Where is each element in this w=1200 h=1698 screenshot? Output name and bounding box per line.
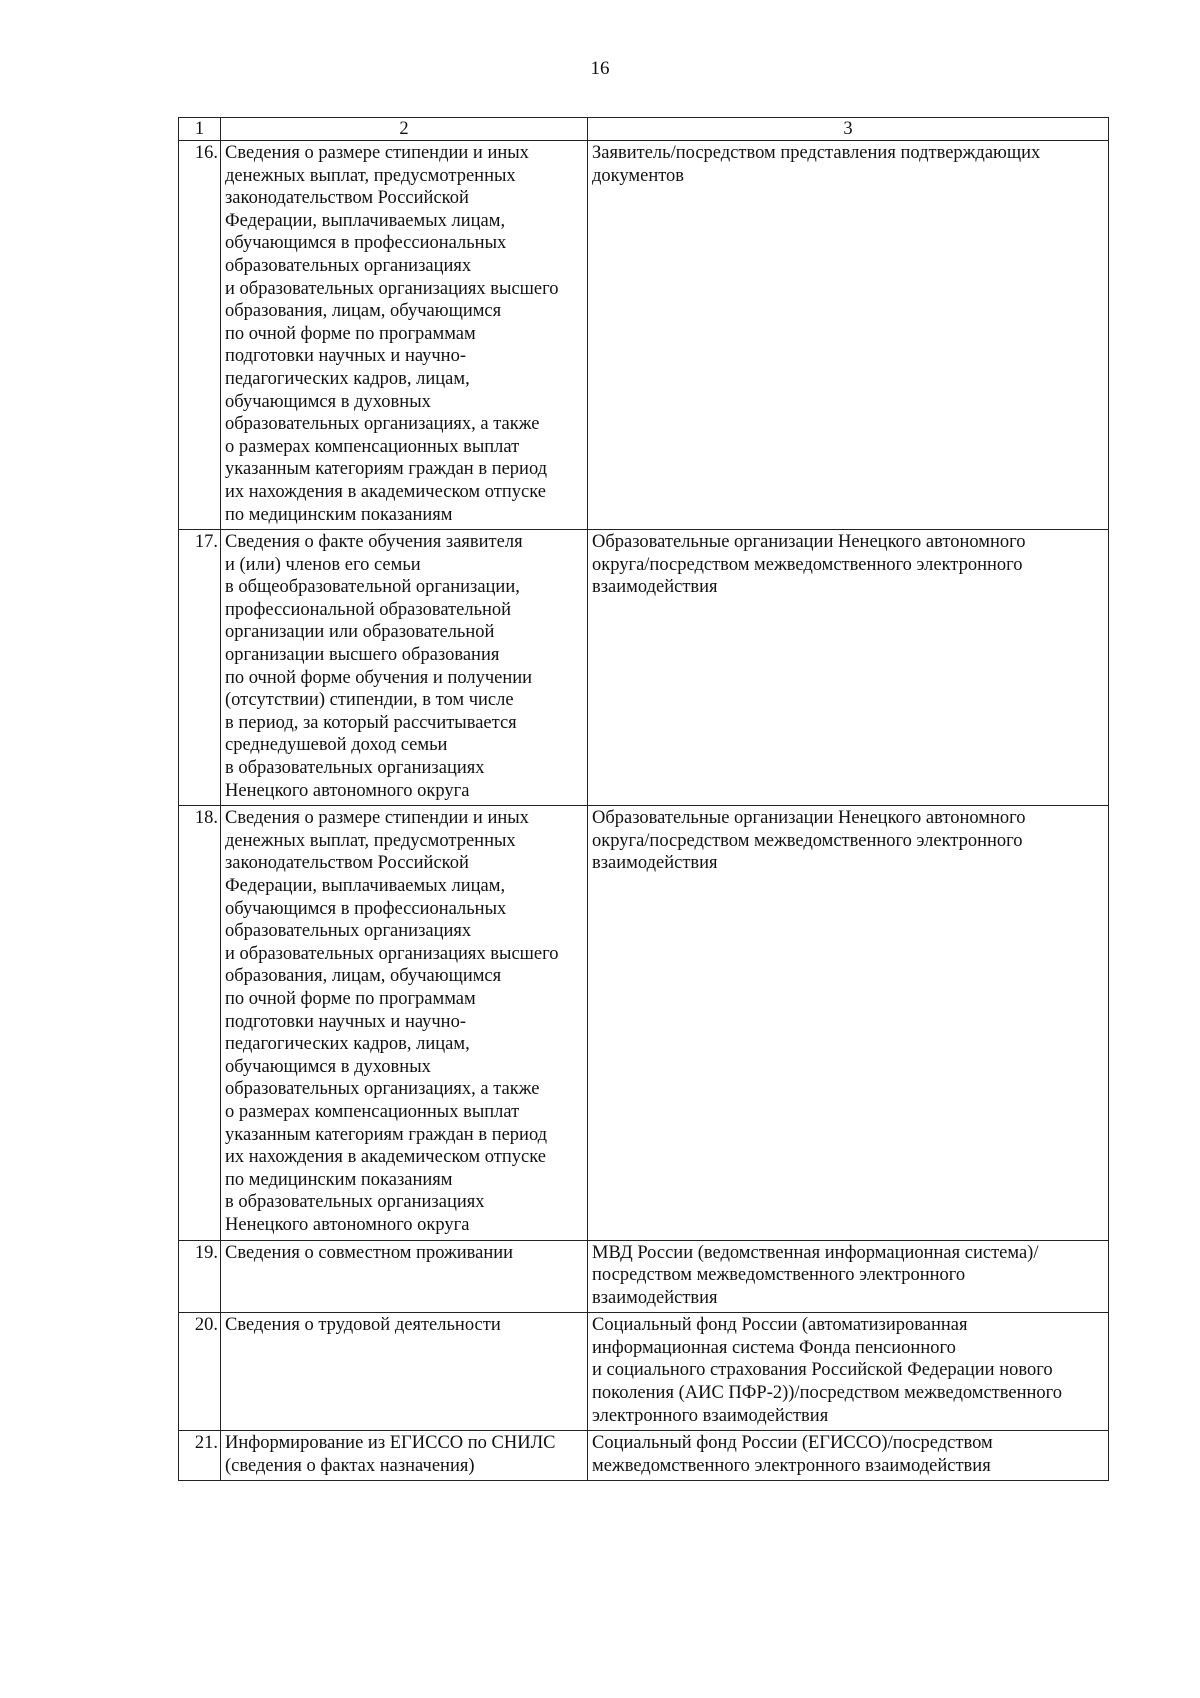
cell-line: обучающимся в духовных: [225, 391, 431, 412]
cell-line: образования, лицам, обучающимся: [225, 301, 502, 322]
cell-line: организации или образовательной: [225, 622, 495, 643]
cell-line: взаимодействия: [592, 577, 718, 598]
cell-line: документов: [592, 165, 685, 186]
column-header-1: 1: [179, 118, 221, 141]
cell-line: подготовки научных и научно-: [225, 346, 466, 367]
table-row: [179, 530, 1109, 806]
cell-line: законодательством Российской: [225, 853, 469, 874]
cell-line: Ненецкого автономного округа: [225, 1214, 470, 1235]
cell-line: их нахождения в академическом отпуске: [225, 481, 546, 502]
cell-line: в общеобразовательной организации,: [225, 577, 520, 598]
cell-line: законодательством Российской: [225, 188, 469, 209]
cell-line: информационная система Фонда пенсионного: [592, 1337, 956, 1358]
cell-line: образовательных организациях, а также: [225, 414, 540, 435]
cell-line: Информирование из ЕГИССО по СНИЛС: [225, 1433, 556, 1454]
cell-line: Социальный фонд России (ЕГИССО)/посредством: [592, 1433, 993, 1454]
cell-line: по очной форме по программам: [225, 323, 476, 344]
information-cell: [221, 806, 588, 1240]
cell-line: электронного взаимодействия: [592, 1405, 829, 1426]
cell-line: Федерации, выплачиваемых лицам,: [225, 876, 506, 896]
source-cell: [588, 530, 1109, 806]
information-cell: [221, 530, 588, 806]
sources-table: [178, 117, 1109, 1481]
cell-line: в образовательных организациях: [225, 1192, 485, 1213]
cell-line: Социальный фонд России (автоматизированная: [592, 1315, 968, 1336]
cell-line: педагогических кадров, лицам,: [225, 368, 470, 389]
cell-line: в образовательных организациях: [225, 758, 485, 779]
cell-line: округа/посредством межведомственного электронного: [592, 554, 1023, 575]
cell-line: и (или) членов его семьи: [225, 554, 421, 575]
cell-line: по медицинским показаниям: [225, 1169, 453, 1190]
cell-line: Образовательные организации Ненецкого автономного: [592, 808, 1026, 829]
cell-line: обучающимся в духовных: [225, 1056, 431, 1077]
cell-line: денежных выплат, предусмотренных: [225, 830, 516, 851]
cell-line: и образовательных организациях высшего: [225, 943, 559, 964]
column-header-2: 2: [221, 118, 588, 141]
cell-line: и образовательных организациях высшего: [225, 278, 559, 299]
cell-line: по медицинским показаниям: [225, 504, 453, 525]
cell-line: (сведения о фактах назначения): [225, 1455, 475, 1476]
page-number: 16: [590, 58, 610, 79]
cell-line: посредством межведомственного электронного: [592, 1265, 966, 1286]
cell-line: по очной форме обучения и получении: [225, 667, 533, 688]
cell-line: Сведения о трудовой деятельности: [225, 1315, 501, 1336]
cell-line: организации высшего образования: [225, 645, 500, 666]
table-row: [179, 1431, 1109, 1481]
cell-line: денежных выплат, предусмотренных: [225, 165, 516, 186]
cell-line: округа/посредством межведомственного электронного: [592, 830, 1023, 851]
row-number: 16.: [179, 141, 221, 530]
cell-line: о размерах компенсационных выплат: [225, 436, 520, 457]
cell-line: Сведения о совместном проживании: [225, 1242, 514, 1263]
cell-line: подготовки научных и научно-: [225, 1011, 466, 1032]
row-number: 18.: [179, 806, 221, 1240]
row-number: 20.: [179, 1313, 221, 1431]
cell-line: МВД России (ведомственная информационная система)/: [592, 1242, 1039, 1263]
cell-line: Сведения о размере стипендии и иных: [225, 143, 529, 163]
cell-line: Сведения о размере стипендии и иных: [225, 808, 529, 829]
cell-line: межведомственного электронного взаимодействия: [592, 1455, 991, 1476]
cell-line: образования, лицам, обучающимся: [225, 966, 502, 987]
table-row: [179, 806, 1109, 1240]
information-cell: [221, 1240, 588, 1313]
cell-line: Ненецкого автономного округа: [225, 780, 470, 801]
cell-line: указанным категориям граждан в период: [225, 459, 548, 480]
source-cell: [588, 141, 1109, 530]
cell-line: о размерах компенсационных выплат: [225, 1101, 520, 1122]
row-number: 21.: [179, 1431, 221, 1481]
cell-line: Заявитель/посредством представления подтверждающих: [592, 143, 1041, 163]
cell-line: Сведения о факте обучения заявителя: [225, 532, 523, 553]
source-cell: [588, 806, 1109, 1240]
cell-line: в период, за который рассчитывается: [225, 712, 517, 733]
cell-line: их нахождения в академическом отпуске: [225, 1147, 546, 1168]
table-row: [179, 1240, 1109, 1313]
cell-line: образовательных организациях: [225, 921, 472, 942]
cell-line: образовательных организациях, а также: [225, 1079, 540, 1100]
cell-line: и социального страхования Российской Федерации нового: [592, 1360, 1053, 1381]
table-body: [179, 141, 1109, 1481]
cell-line: профессиональной образовательной: [225, 599, 512, 620]
cell-line: образовательных организациях: [225, 255, 472, 276]
source-cell: [588, 1313, 1109, 1431]
row-number: 19.: [179, 1240, 221, 1313]
cell-line: среднедушевой доход семьи: [225, 735, 448, 756]
cell-line: поколения (АИС ПФР-2))/посредством межведомственного: [592, 1383, 1063, 1404]
table-row: [179, 1313, 1109, 1431]
source-cell: [588, 1431, 1109, 1481]
cell-line: (отсутствии) стипендии, в том числе: [225, 690, 514, 711]
cell-line: Образовательные организации Ненецкого автономного: [592, 532, 1026, 553]
cell-line: взаимодействия: [592, 853, 718, 874]
cell-line: обучающимся в профессиональных: [225, 233, 507, 254]
cell-line: взаимодействия: [592, 1287, 718, 1308]
cell-line: педагогических кадров, лицам,: [225, 1034, 470, 1055]
cell-line: Федерации, выплачиваемых лицам,: [225, 210, 506, 231]
information-cell: [221, 1313, 588, 1431]
information-cell: [221, 141, 588, 530]
cell-line: по очной форме по программам: [225, 988, 476, 1009]
table-header-row: [179, 118, 1109, 141]
cell-line: обучающимся в профессиональных: [225, 898, 507, 919]
source-cell: [588, 1240, 1109, 1313]
information-cell: [221, 1431, 588, 1481]
column-header-3: 3: [588, 118, 1109, 141]
cell-line: указанным категориям граждан в период: [225, 1124, 548, 1145]
row-number: 17.: [179, 530, 221, 806]
table-row: [179, 141, 1109, 530]
